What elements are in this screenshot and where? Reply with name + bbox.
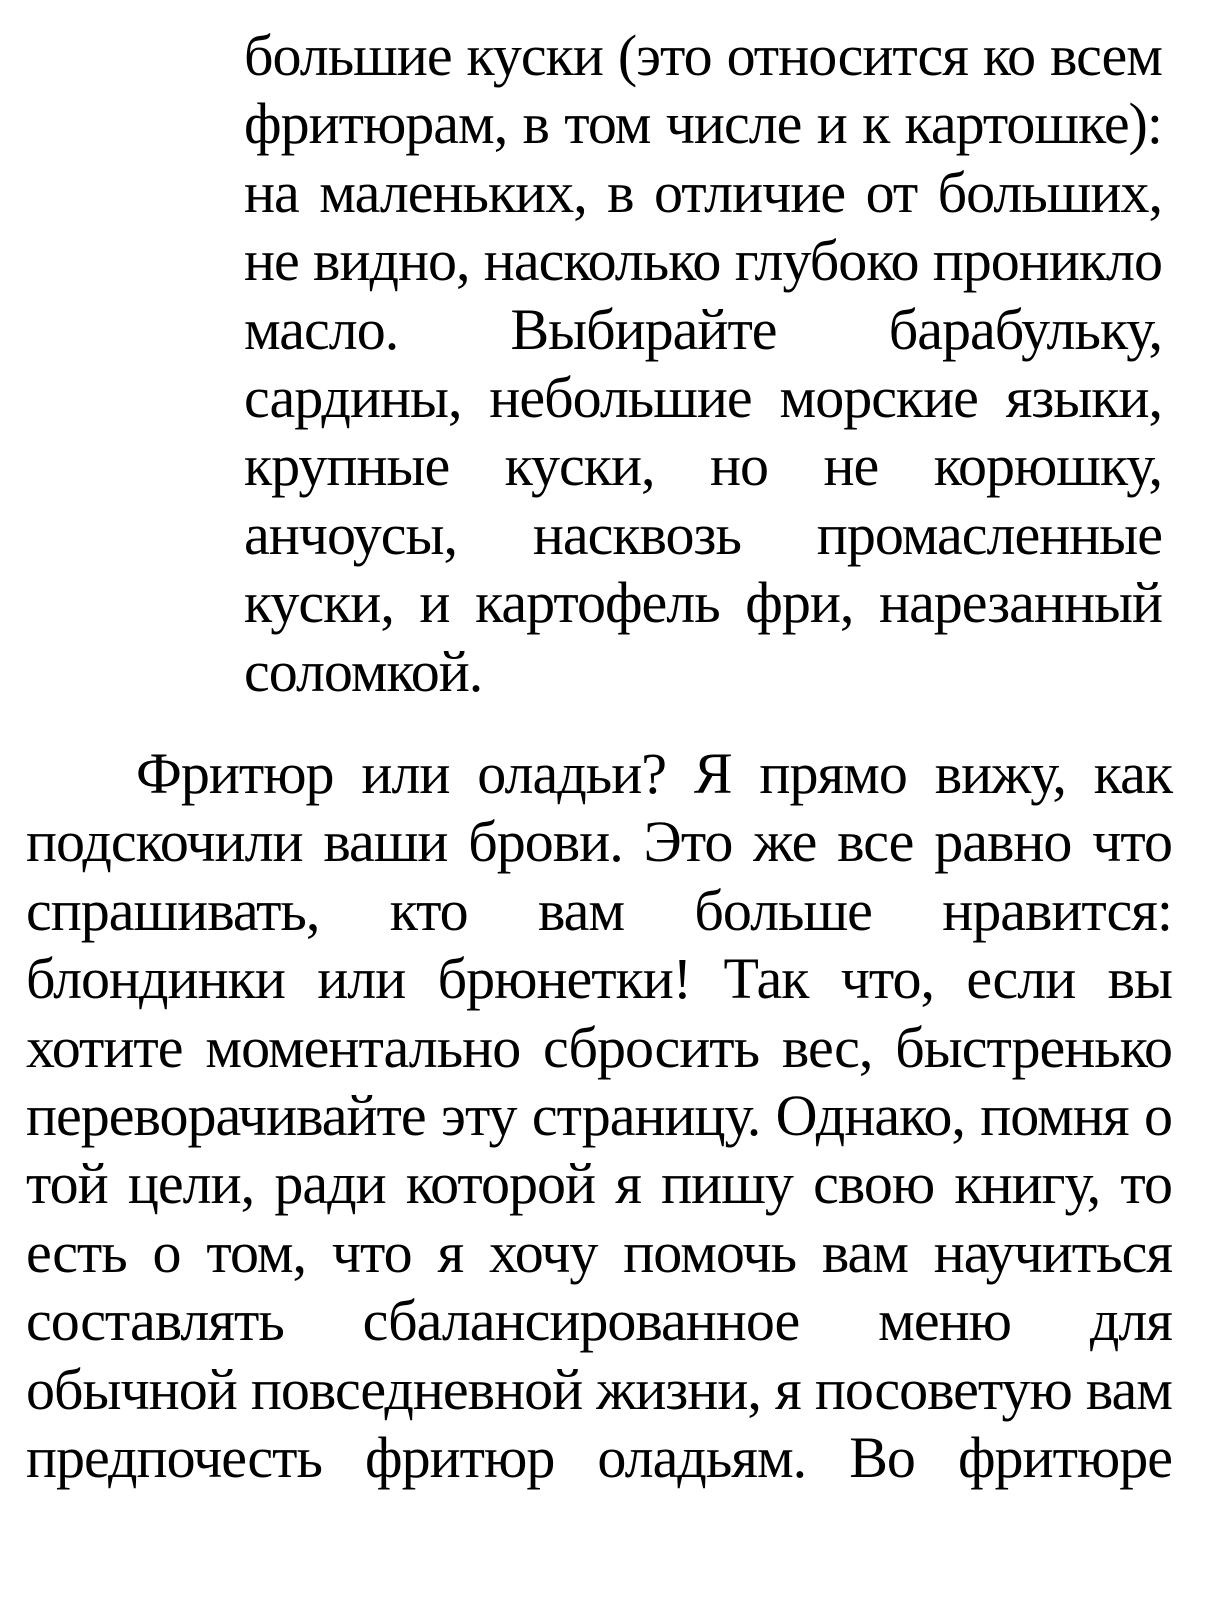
text-line: не видно, насколько глубоко проникло [244,228,1162,294]
text-line: предпочесть фритюр оладьям. Во фритюре [26,1424,1172,1490]
text-line: переворачивайте эту страницу. Однако, помня о [26,1082,1172,1148]
main-paragraph [26,740,1172,1492]
text-line: обычной повседневной жизни, я посоветую вам [26,1356,1172,1422]
text-line: блондинки или брюнетки! Так что, если вы [26,946,1172,1012]
text-line: на маленьких, в отличие от больших, [244,159,1162,225]
text-line: большие куски (это относится ко всем [244,23,1162,88]
text-line: фритюрам, в том числе и к картошке): [244,91,1162,157]
text-line: составлять сбалансированное меню для [26,1288,1172,1354]
text-line: масло. Выбирайте барабульку, [244,296,1162,362]
text-line: спрашивать, кто вам больше нравится: [26,877,1172,943]
text-line: подскочили ваши брови. Это же все равно что [26,809,1172,875]
text-line: сардины, небольшие морские языки, [244,364,1162,430]
text-line: хотите моментально сбросить вес, быстренько [26,1014,1172,1080]
text-line: Фритюр или оладьи? Я прямо вижу, как [136,741,1172,806]
text-line: куски, и картофель фри, нарезанный [244,570,1162,636]
text-line: крупные куски, но не корюшку, [244,433,1162,499]
text-line: соломкой. [244,638,483,704]
indented-paragraph [244,22,1162,706]
text-line: той цели, ради которой я пишу свою книгу, то [26,1151,1172,1217]
text-line: анчоусы, насквозь промасленные [244,501,1162,567]
text-line: есть о том, что я хочу помочь вам научиться [26,1219,1172,1285]
